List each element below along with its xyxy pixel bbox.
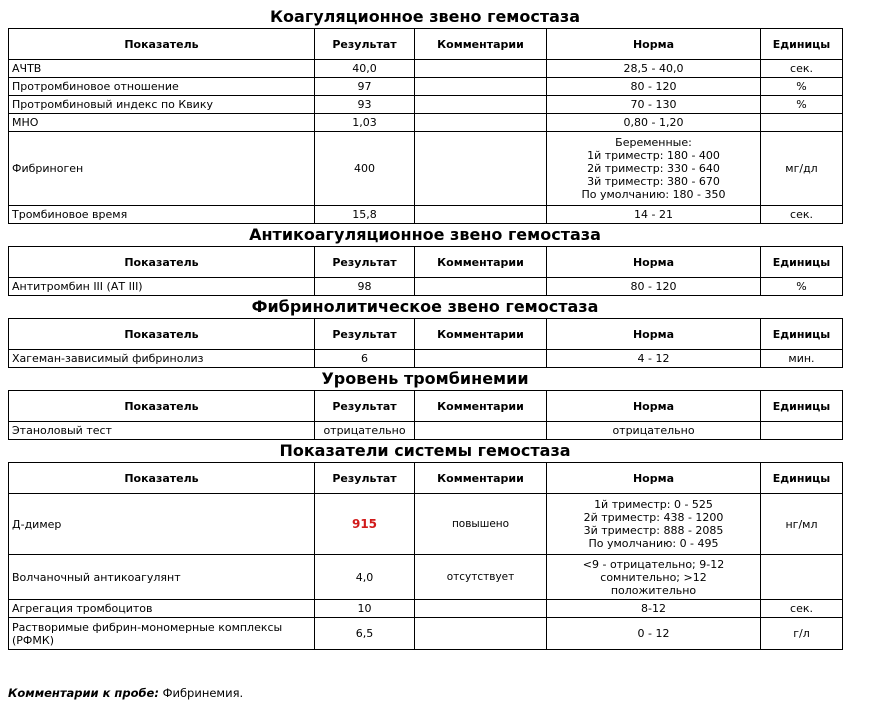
lab-report [8,6,842,650]
row-norm: 8-12 [547,600,761,618]
header-indicator: Показатель [9,29,315,60]
row-name: Волчаночный антикоагулянт [9,555,315,600]
norm-line: По умолчанию: 180 - 350 [581,188,726,201]
row-result: отрицательно [315,422,415,440]
header-result: Результат [315,391,415,422]
row-name: Антитромбин III (АТ III) [9,278,315,296]
table-row [9,494,843,555]
row-norm: 0,80 - 1,20 [547,114,761,132]
header-comments: Комментарии [415,319,547,350]
row-name: Растворимые фибрин-мономерные комплексы (РФМК) [9,618,315,650]
table-header-row [9,463,843,494]
row-result [315,494,415,555]
header-norm: Норма [547,463,761,494]
row-result: 40,0 [315,60,415,78]
row-norm: 4 - 12 [547,350,761,368]
header-units: Единицы [761,463,843,494]
header-comments: Комментарии [415,29,547,60]
table-header-row [9,391,843,422]
row-comment [415,278,547,296]
row-unit: мг/дл [761,132,843,206]
table-row [9,78,843,96]
row-comment [415,422,547,440]
header-result: Результат [315,463,415,494]
anticoagulation-table [8,246,843,296]
table-row [9,618,843,650]
row-name: Д-димер [9,494,315,555]
row-comment [415,206,547,224]
table-row [9,206,843,224]
row-norm [547,555,761,600]
row-unit: г/л [761,618,843,650]
row-unit: сек. [761,60,843,78]
row-result: 10 [315,600,415,618]
header-comments: Комментарии [415,463,547,494]
row-unit: мин. [761,350,843,368]
header-indicator: Показатель [9,319,315,350]
norm-line: По умолчанию: 0 - 495 [588,537,719,550]
sample-comment-label: Комментарии к пробе: [8,686,159,700]
row-comment [415,600,547,618]
row-norm: 80 - 120 [547,78,761,96]
section-title-coagulation: Коагуляционное звено гемостаза [269,7,581,26]
row-result: 98 [315,278,415,296]
table-row [9,132,843,206]
row-unit: % [761,78,843,96]
row-unit: нг/мл [761,494,843,555]
row-unit [761,555,843,600]
row-name: МНО [9,114,315,132]
fibrinolytic-table [8,318,843,368]
coagulation-table [8,28,843,224]
row-name: Хагеман-зависимый фибринолиз [9,350,315,368]
header-comments: Комментарии [415,391,547,422]
flagged-result-value: 915 [351,516,378,531]
norm-line: 3й триместр: 888 - 2085 [583,524,724,537]
table-row [9,114,843,132]
row-norm [547,132,761,206]
row-norm: 70 - 130 [547,96,761,114]
header-norm: Норма [547,391,761,422]
table-header-row [9,247,843,278]
row-result: 400 [315,132,415,206]
row-result: 15,8 [315,206,415,224]
section-title-fibrinolytic: Фибринолитическое звено гемостаза [251,297,599,316]
norm-line: сомнительно; >12 [600,570,707,584]
row-norm: 80 - 120 [547,278,761,296]
row-comment [415,96,547,114]
row-name: Тромбиновое время [9,206,315,224]
row-result: 6 [315,350,415,368]
header-indicator: Показатель [9,391,315,422]
norm-line: 2й триместр: 330 - 640 [587,162,720,175]
table-row [9,600,843,618]
header-units: Единицы [761,391,843,422]
header-norm: Норма [547,319,761,350]
row-comment [415,78,547,96]
row-result: 6,5 [315,618,415,650]
row-comment: отсутствует [415,555,547,600]
norm-line: 2й триместр: 438 - 1200 [583,511,724,524]
table-row [9,60,843,78]
sample-comment-text: Фибринемия. [162,686,244,700]
section-title-anticoagulation: Антикоагуляционное звено гемостаза [249,225,601,244]
row-comment [415,114,547,132]
hemostasis-system-table [8,462,843,650]
row-name: Этаноловый тест [9,422,315,440]
row-result: 1,03 [315,114,415,132]
header-norm: Норма [547,29,761,60]
header-comments: Комментарии [415,247,547,278]
header-result: Результат [315,247,415,278]
norm-line: 3й триместр: 380 - 670 [587,175,720,188]
norm-line: 1й триместр: 0 - 525 [594,498,713,511]
header-units: Единицы [761,247,843,278]
norm-line: 1й триместр: 180 - 400 [587,149,720,162]
section-title-thrombinemia: Уровень тромбинемии [321,369,529,388]
row-norm: 28,5 - 40,0 [547,60,761,78]
row-norm: отрицательно [547,422,761,440]
norm-line: <9 - отрицательно; 9-12 [582,557,725,571]
row-unit [761,422,843,440]
row-name: Протромбиновое отношение [9,78,315,96]
row-unit: % [761,278,843,296]
table-header-row [9,319,843,350]
thrombinemia-table [8,390,843,440]
table-row [9,278,843,296]
row-comment [415,618,547,650]
table-header-row [9,29,843,60]
table-row [9,350,843,368]
row-unit: % [761,96,843,114]
table-row [9,555,843,600]
row-name: Протромбиновый индекс по Квику [9,96,315,114]
table-row [9,422,843,440]
row-norm [547,494,761,555]
row-comment: повышено [415,494,547,555]
header-norm: Норма [547,247,761,278]
header-indicator: Показатель [9,247,315,278]
row-comment [415,132,547,206]
row-name: Агрегация тромбоцитов [9,600,315,618]
header-indicator: Показатель [9,463,315,494]
table-row [9,96,843,114]
norm-line: положительно [610,583,697,597]
row-comment [415,350,547,368]
header-result: Результат [315,319,415,350]
row-norm: 0 - 12 [547,618,761,650]
header-result: Результат [315,29,415,60]
section-title-hemostasis-system: Показатели системы гемостаза [279,441,571,460]
row-result: 4,0 [315,555,415,600]
row-unit: сек. [761,600,843,618]
header-units: Единицы [761,319,843,350]
row-comment [415,60,547,78]
row-result: 93 [315,96,415,114]
row-unit [761,114,843,132]
row-result: 97 [315,78,415,96]
header-units: Единицы [761,29,843,60]
norm-line: Беременные: [615,136,692,149]
row-name: АЧТВ [9,60,315,78]
row-unit: сек. [761,206,843,224]
sample-comment [8,686,243,700]
row-name: Фибриноген [9,132,315,206]
row-norm: 14 - 21 [547,206,761,224]
